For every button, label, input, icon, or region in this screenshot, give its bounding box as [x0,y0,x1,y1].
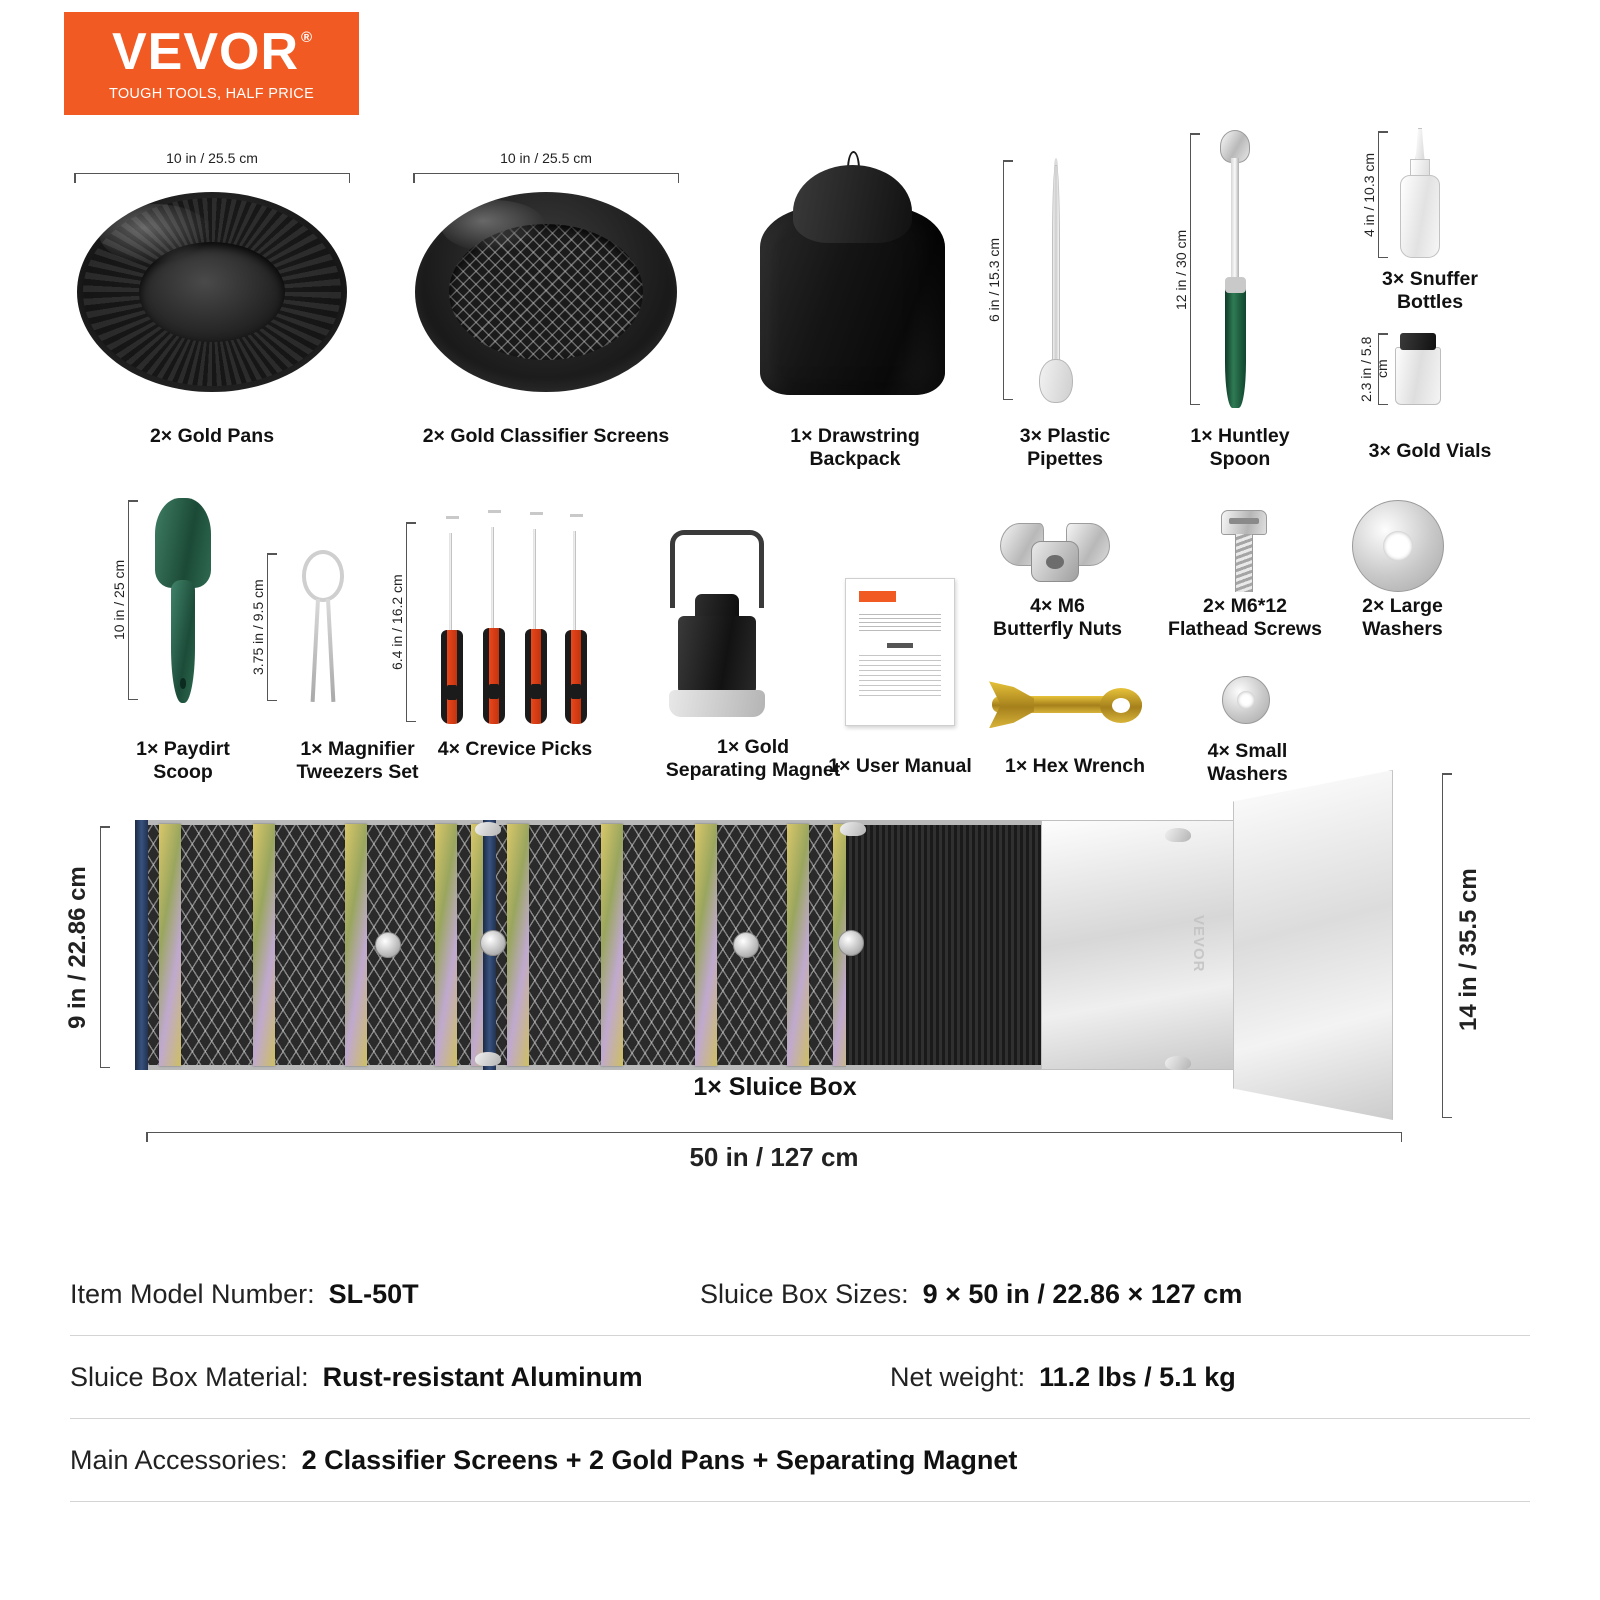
crevice-pick-image [516,512,556,724]
small-washers-label [1175,740,1320,787]
scoop-dimension-bracket [128,500,129,700]
spoon-label-line2: Spoon [1209,448,1271,471]
spec-key-main-accessories: Main Accessories: [70,1444,288,1475]
picks-dimension-bracket [406,522,407,722]
sluice-flare-height-bracket [1442,773,1443,1118]
snuffer-dimension-bracket [1378,131,1379,258]
sluice-length-label: 50 in / 127 cm [689,1142,859,1172]
spec-value-net-weight: 11.2 lbs / 5.1 kg [1039,1361,1236,1392]
tweezers-dimension-bracket [267,553,268,701]
spec-value-sluice-sizes: 9 × 50 in / 22.86 × 127 cm [922,1278,1243,1309]
separating-magnet-image [652,530,782,725]
brand-tagline: TOUGH TOOLS, HALF PRICE [108,85,315,102]
nuts-label-line2: Butterfly Nuts [993,618,1122,641]
registered-mark: ® [300,28,314,46]
crevice-pick-image [432,516,472,724]
crevice-picks-label: 4× Crevice Picks [437,738,593,760]
spec-value-material: Rust-resistant Aluminum [322,1361,643,1392]
vial-dimension-label: 2.3 in / 5.8 cm [1358,336,1390,402]
snuffer-dimension-label: 4 in / 10.3 cm [1361,152,1377,238]
spec-table [70,1253,1530,1502]
crevice-pick-image [474,510,514,724]
pipettes-label-line2: Pipettes [1027,448,1103,471]
nuts-label-line1: 4× M6 [1030,595,1085,617]
brand-wordmark [111,22,314,81]
huntley-spoon-label [1150,425,1330,472]
sluice-box-label: 1× Sluice Box [693,1073,857,1101]
sluice-height-line1: 9 in / [64,974,91,1029]
drawstring-backpack-image [760,165,945,395]
sluice-length-bracket [146,1132,1402,1133]
magnifier-tweezers-image [295,550,351,702]
snuffer-label-line2: Bottles [1396,291,1464,314]
manual-brand-block [859,591,896,603]
spec-key-model-number: Item Model Number: [70,1278,315,1309]
sluice-height-bracket [100,826,101,1068]
sluice-height-line2: 22.86 cm [64,866,91,968]
sluice-flare-height-label: 14 in / 35.5 cm [1455,868,1482,1032]
gold-pans-dimension-label: 10 in / 25.5 cm [166,150,258,166]
gold-vial-image [1395,333,1441,405]
drawstring-backpack-label [740,425,970,472]
small-washer-image [1222,676,1270,724]
sluice-box-image [135,820,1390,1070]
tweezers-label-line1: 1× Magnifier [300,738,415,760]
spec-row [70,1253,1530,1336]
large-washers-label-line1: 2× Large [1362,595,1443,617]
backpack-label-line2: Backpack [809,448,901,471]
gold-pan-image [77,192,347,392]
spec-row [70,1336,1530,1419]
vevor-logo [64,12,359,115]
spec-row [70,1419,1530,1502]
tweezers-dimension-label: 3.75 in / 9.5 cm [250,579,266,676]
picks-dimension-label: 6.4 in / 16.2 cm [389,574,405,671]
hex-wrench-label: 1× Hex Wrench [1005,755,1145,777]
magnet-label-line2: Separating Magnet [665,759,841,782]
spoon-dimension-label: 12 in / 30 cm [1173,229,1189,311]
tweezers-label-line2: Tweezers Set [296,761,419,784]
spec-key-net-weight: Net weight: [890,1361,1026,1392]
snuffer-bottles-label [1330,268,1530,315]
crevice-pick-image [556,514,596,724]
large-washers-label [1330,595,1475,642]
small-washers-label-line1: 4× Small [1207,740,1288,762]
pipettes-label-line1: 3× Plastic [1019,425,1111,447]
large-washers-label-line2: Washers [1362,618,1443,641]
small-washers-label-line2: Washers [1207,763,1288,786]
gold-pans-label: 2× Gold Pans [149,425,275,447]
spec-key-sluice-sizes: Sluice Box Sizes: [700,1278,909,1309]
scoop-label-line1: 1× Paydirt [136,738,230,760]
backpack-label-line1: 1× Drawstring [790,425,920,447]
brand-name: VEVOR [111,22,300,81]
scoop-dimension-label: 10 in / 25 cm [111,559,127,641]
huntley-spoon-image [1200,130,1270,408]
screws-label-line1: 2× M6*12 [1202,595,1288,617]
flathead-screws-label [1150,595,1340,642]
spec-value-main-accessories: 2 Classifier Screens + 2 Gold Pans + Separating Magnet [301,1444,1018,1475]
butterfly-nut-image [1000,518,1110,596]
spec-key-material: Sluice Box Material: [70,1361,309,1392]
plastic-pipette-image [1030,158,1082,403]
hex-wrench-image [992,678,1142,734]
butterfly-nuts-label [975,595,1140,642]
scoop-label-line2: Scoop [153,761,213,784]
paydirt-scoop-image [148,498,218,703]
sluice-watermark: VEVOR [1190,915,1207,973]
flathead-screw-image [1218,510,1270,592]
sluice-height-label [64,840,92,1055]
user-manual-image [845,578,955,726]
classifier-screens-dimension-bracket [413,173,679,174]
user-manual-label: 1× User Manual [828,755,972,777]
classifier-screen-image [415,192,677,392]
classifier-screens-label: 2× Gold Classifier Screens [422,425,670,447]
classifier-screens-dimension-label: 10 in / 25.5 cm [500,150,592,166]
pipette-dimension-bracket [1003,160,1004,400]
pipette-dimension-label: 6 in / 15.3 cm [986,237,1002,323]
gold-vials-label: 3× Gold Vials [1368,440,1492,462]
gold-pans-dimension-bracket [74,173,350,174]
spoon-dimension-bracket [1190,133,1191,405]
spec-value-model-number: SL-50T [328,1278,419,1309]
spoon-label-line1: 1× Huntley [1190,425,1290,447]
magnet-label-line1: 1× Gold [716,736,790,758]
snuffer-label-line1: 3× Snuffer [1382,268,1478,290]
screws-label-line2: Flathead Screws [1168,618,1322,641]
large-washer-image [1352,500,1444,592]
plastic-pipettes-label [975,425,1155,472]
snuffer-bottle-image [1396,128,1444,258]
